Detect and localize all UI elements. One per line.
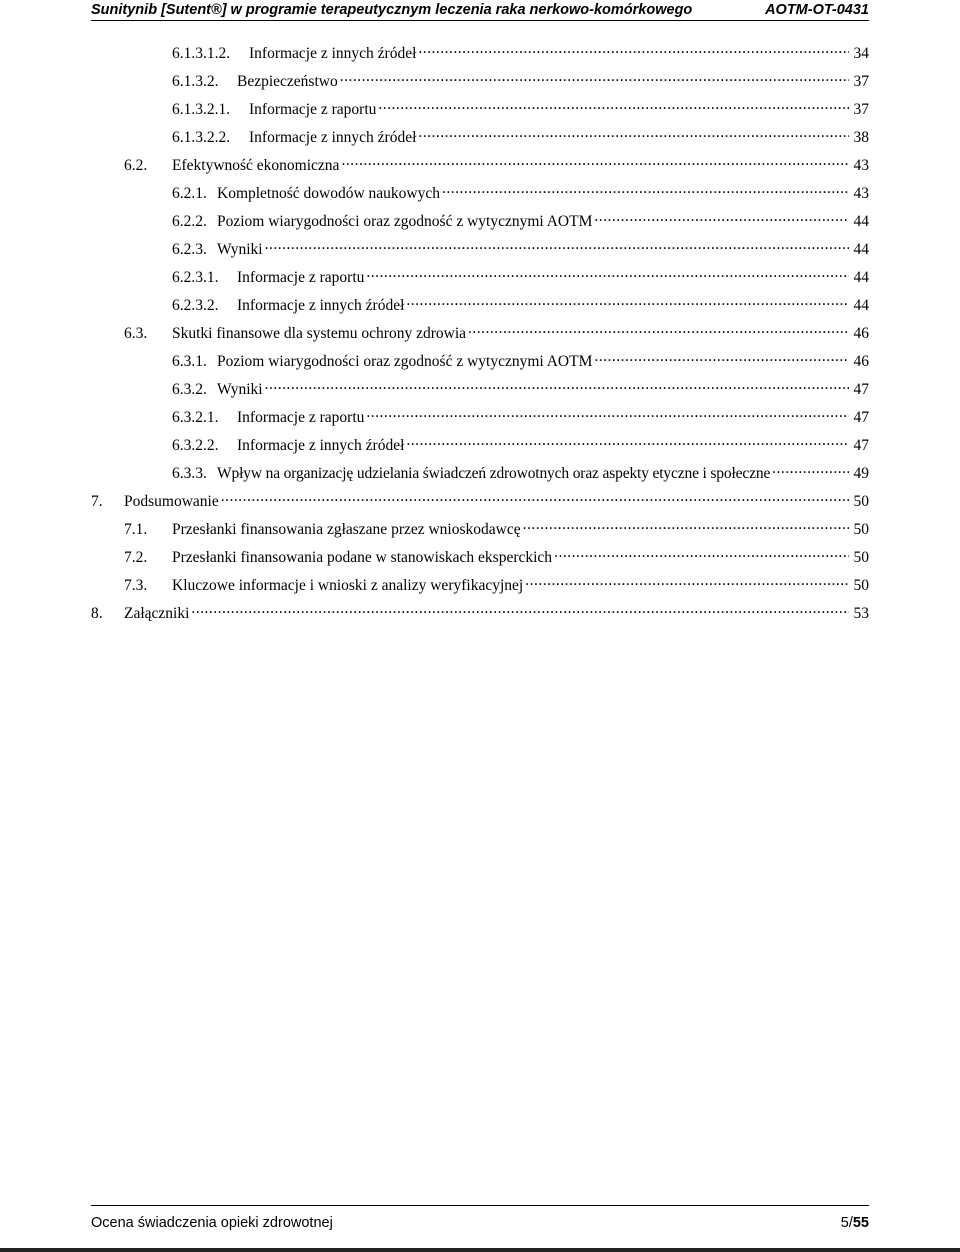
toc-entry-number: 6.1.3.2. [172,72,219,90]
toc-entry[interactable] [172,378,869,400]
toc-entry-number: 6.2.2. [172,212,207,230]
toc-entry-title: Kluczowe informacje i wnioski z analizy weryfikacyjnej [172,576,524,594]
toc-entry[interactable] [172,42,869,64]
toc-dot-leader [341,154,849,170]
toc-entry-number: 8. [91,604,103,622]
toc-dot-leader [221,490,849,506]
toc-entry-number: 7.2. [124,548,148,566]
toc-dot-leader [594,350,849,366]
toc-entry[interactable] [172,126,869,148]
bottom-edge-bar [0,1248,960,1252]
toc-entry-number: 6.2. [124,156,148,174]
toc-dot-leader [378,98,849,114]
toc-entry-number: 6.3.2.2. [172,436,219,454]
toc-entry-page: 49 [853,464,869,482]
toc-entry[interactable] [172,434,869,456]
toc-entry-page: 38 [853,128,869,146]
toc-entry-title: Efektywność ekonomiczna [172,156,340,174]
toc-dot-leader [468,322,849,338]
toc-dot-leader [594,210,849,226]
toc-entry-title: Wyniki [217,380,263,398]
toc-entry-title: Kompletność dowodów naukowych [217,184,440,202]
toc-entry-page: 37 [853,100,869,118]
toc-dot-leader [406,434,849,450]
toc-entry[interactable] [91,602,869,624]
toc-entry-number: 6.1.3.2.2. [172,128,231,146]
toc-entry-page: 46 [853,324,869,342]
toc-dot-leader [340,70,849,86]
toc-dot-leader [525,574,849,590]
toc-dot-leader [191,602,849,618]
toc-entry[interactable] [124,518,869,540]
toc-entry-number: 6.3.1. [172,352,207,370]
toc-entry[interactable] [172,294,869,316]
toc-entry-title: Informacje z innych źródeł [237,296,405,314]
toc-entry-title: Wyniki [217,240,263,258]
toc-entry[interactable] [172,238,869,260]
toc-entry[interactable] [172,462,869,484]
toc-entry-number: 7.1. [124,520,148,538]
toc-entry-page: 43 [853,184,869,202]
toc-dot-leader [554,546,849,562]
toc-entry-number: 6.1.3.2.1. [172,100,231,118]
toc-entry-page: 53 [853,604,869,622]
toc-entry-number: 6.3. [124,324,148,342]
toc-entry-title: Skutki finansowe dla systemu ochrony zdrowia [172,324,467,342]
toc-entry-page: 34 [853,44,869,62]
toc-dot-leader [772,462,849,478]
toc-entry-title: Informacje z raportu [237,408,365,426]
toc-dot-leader [523,518,849,534]
toc-entry-title: Informacje z raportu [237,268,365,286]
toc-entry-title: Przesłanki finansowania zgłaszane przez wnioskodawcę [172,520,521,538]
toc-entry[interactable] [172,98,869,120]
toc-entry[interactable] [124,154,869,176]
header-title: Sunitynib [Sutent®] w programie terapeutycznym leczenia raka nerkowo-komórkowego [91,2,693,18]
toc-entry-page: 44 [853,212,869,230]
page-number-total: 55 [852,1215,869,1231]
toc-entry-number: 6.1.3.1.2. [172,44,231,62]
toc-entry-title: Przesłanki finansowania podane w stanowiskach eksperckich [172,548,553,566]
toc-dot-leader [406,294,849,310]
page-number-current: 5/ [840,1215,853,1231]
toc-dot-leader [442,182,849,198]
page-number [841,1215,869,1231]
toc-entry[interactable] [172,70,869,92]
toc-entry-page: 47 [853,408,869,426]
toc-entry-page: 50 [853,492,869,510]
toc-entry-number: 7. [91,492,103,510]
toc-entry-number: 7.3. [124,576,148,594]
toc-entry-page: 44 [853,296,869,314]
toc-entry-page: 47 [853,436,869,454]
toc-entry-title: Informacje z innych źródeł [237,436,405,454]
page-header [91,0,869,20]
toc-entry-title: Informacje z raportu [249,100,377,118]
footer-divider [91,1205,869,1206]
toc-entry-page: 43 [853,156,869,174]
page-footer [91,1212,869,1234]
toc-entry-title: Bezpieczeństwo [237,72,338,90]
toc-entry[interactable] [172,406,869,428]
toc-entry-number: 6.2.3. [172,240,207,258]
toc-entry[interactable] [124,546,869,568]
footer-title: Ocena świadczenia opieki zdrowotnej [91,1215,333,1231]
toc-entry-title: Wpływ na organizację udzielania świadczeń zdrowotnych oraz aspekty etyczne i społeczne [217,464,771,482]
toc-entry[interactable] [172,350,869,372]
toc-entry[interactable] [124,574,869,596]
toc-entry-title: Poziom wiarygodności oraz zgodność z wytycznymi AOTM [217,212,593,230]
toc-entry-number: 6.3.3. [172,464,207,482]
header-divider [91,20,869,21]
toc-entry-number: 6.2.3.2. [172,296,219,314]
toc-dot-leader [265,238,849,254]
toc-entry-number: 6.3.2. [172,380,207,398]
toc-dot-leader [418,126,849,142]
toc-dot-leader [418,42,849,58]
toc-entry-title: Informacje z innych źródeł [249,44,417,62]
toc-entry-number: 6.2.1. [172,184,207,202]
toc-entry-page: 50 [853,520,869,538]
header-document-id: AOTM-OT-0431 [765,2,869,18]
toc-entry-page: 44 [853,240,869,258]
toc-entry[interactable] [124,322,869,344]
toc-entry-title: Załączniki [124,604,190,622]
toc-entry[interactable] [172,266,869,288]
toc-entry-title: Podsumowanie [124,492,219,510]
toc-entry-page: 46 [853,352,869,370]
toc-entry-page: 50 [853,548,869,566]
toc-entry-page: 50 [853,576,869,594]
toc-dot-leader [366,266,849,282]
toc-entry[interactable] [172,182,869,204]
toc-entry[interactable] [91,490,869,512]
toc-entry-page: 44 [853,268,869,286]
toc-entry-title: Poziom wiarygodności oraz zgodność z wytycznymi AOTM [217,352,593,370]
toc-dot-leader [366,406,849,422]
toc-entry-number: 6.2.3.1. [172,268,219,286]
toc-entry-page: 37 [853,72,869,90]
toc-entry-page: 47 [853,380,869,398]
toc-dot-leader [265,378,849,394]
toc-entry-number: 6.3.2.1. [172,408,219,426]
toc-entry[interactable] [172,210,869,232]
toc-entry-title: Informacje z innych źródeł [249,128,417,146]
